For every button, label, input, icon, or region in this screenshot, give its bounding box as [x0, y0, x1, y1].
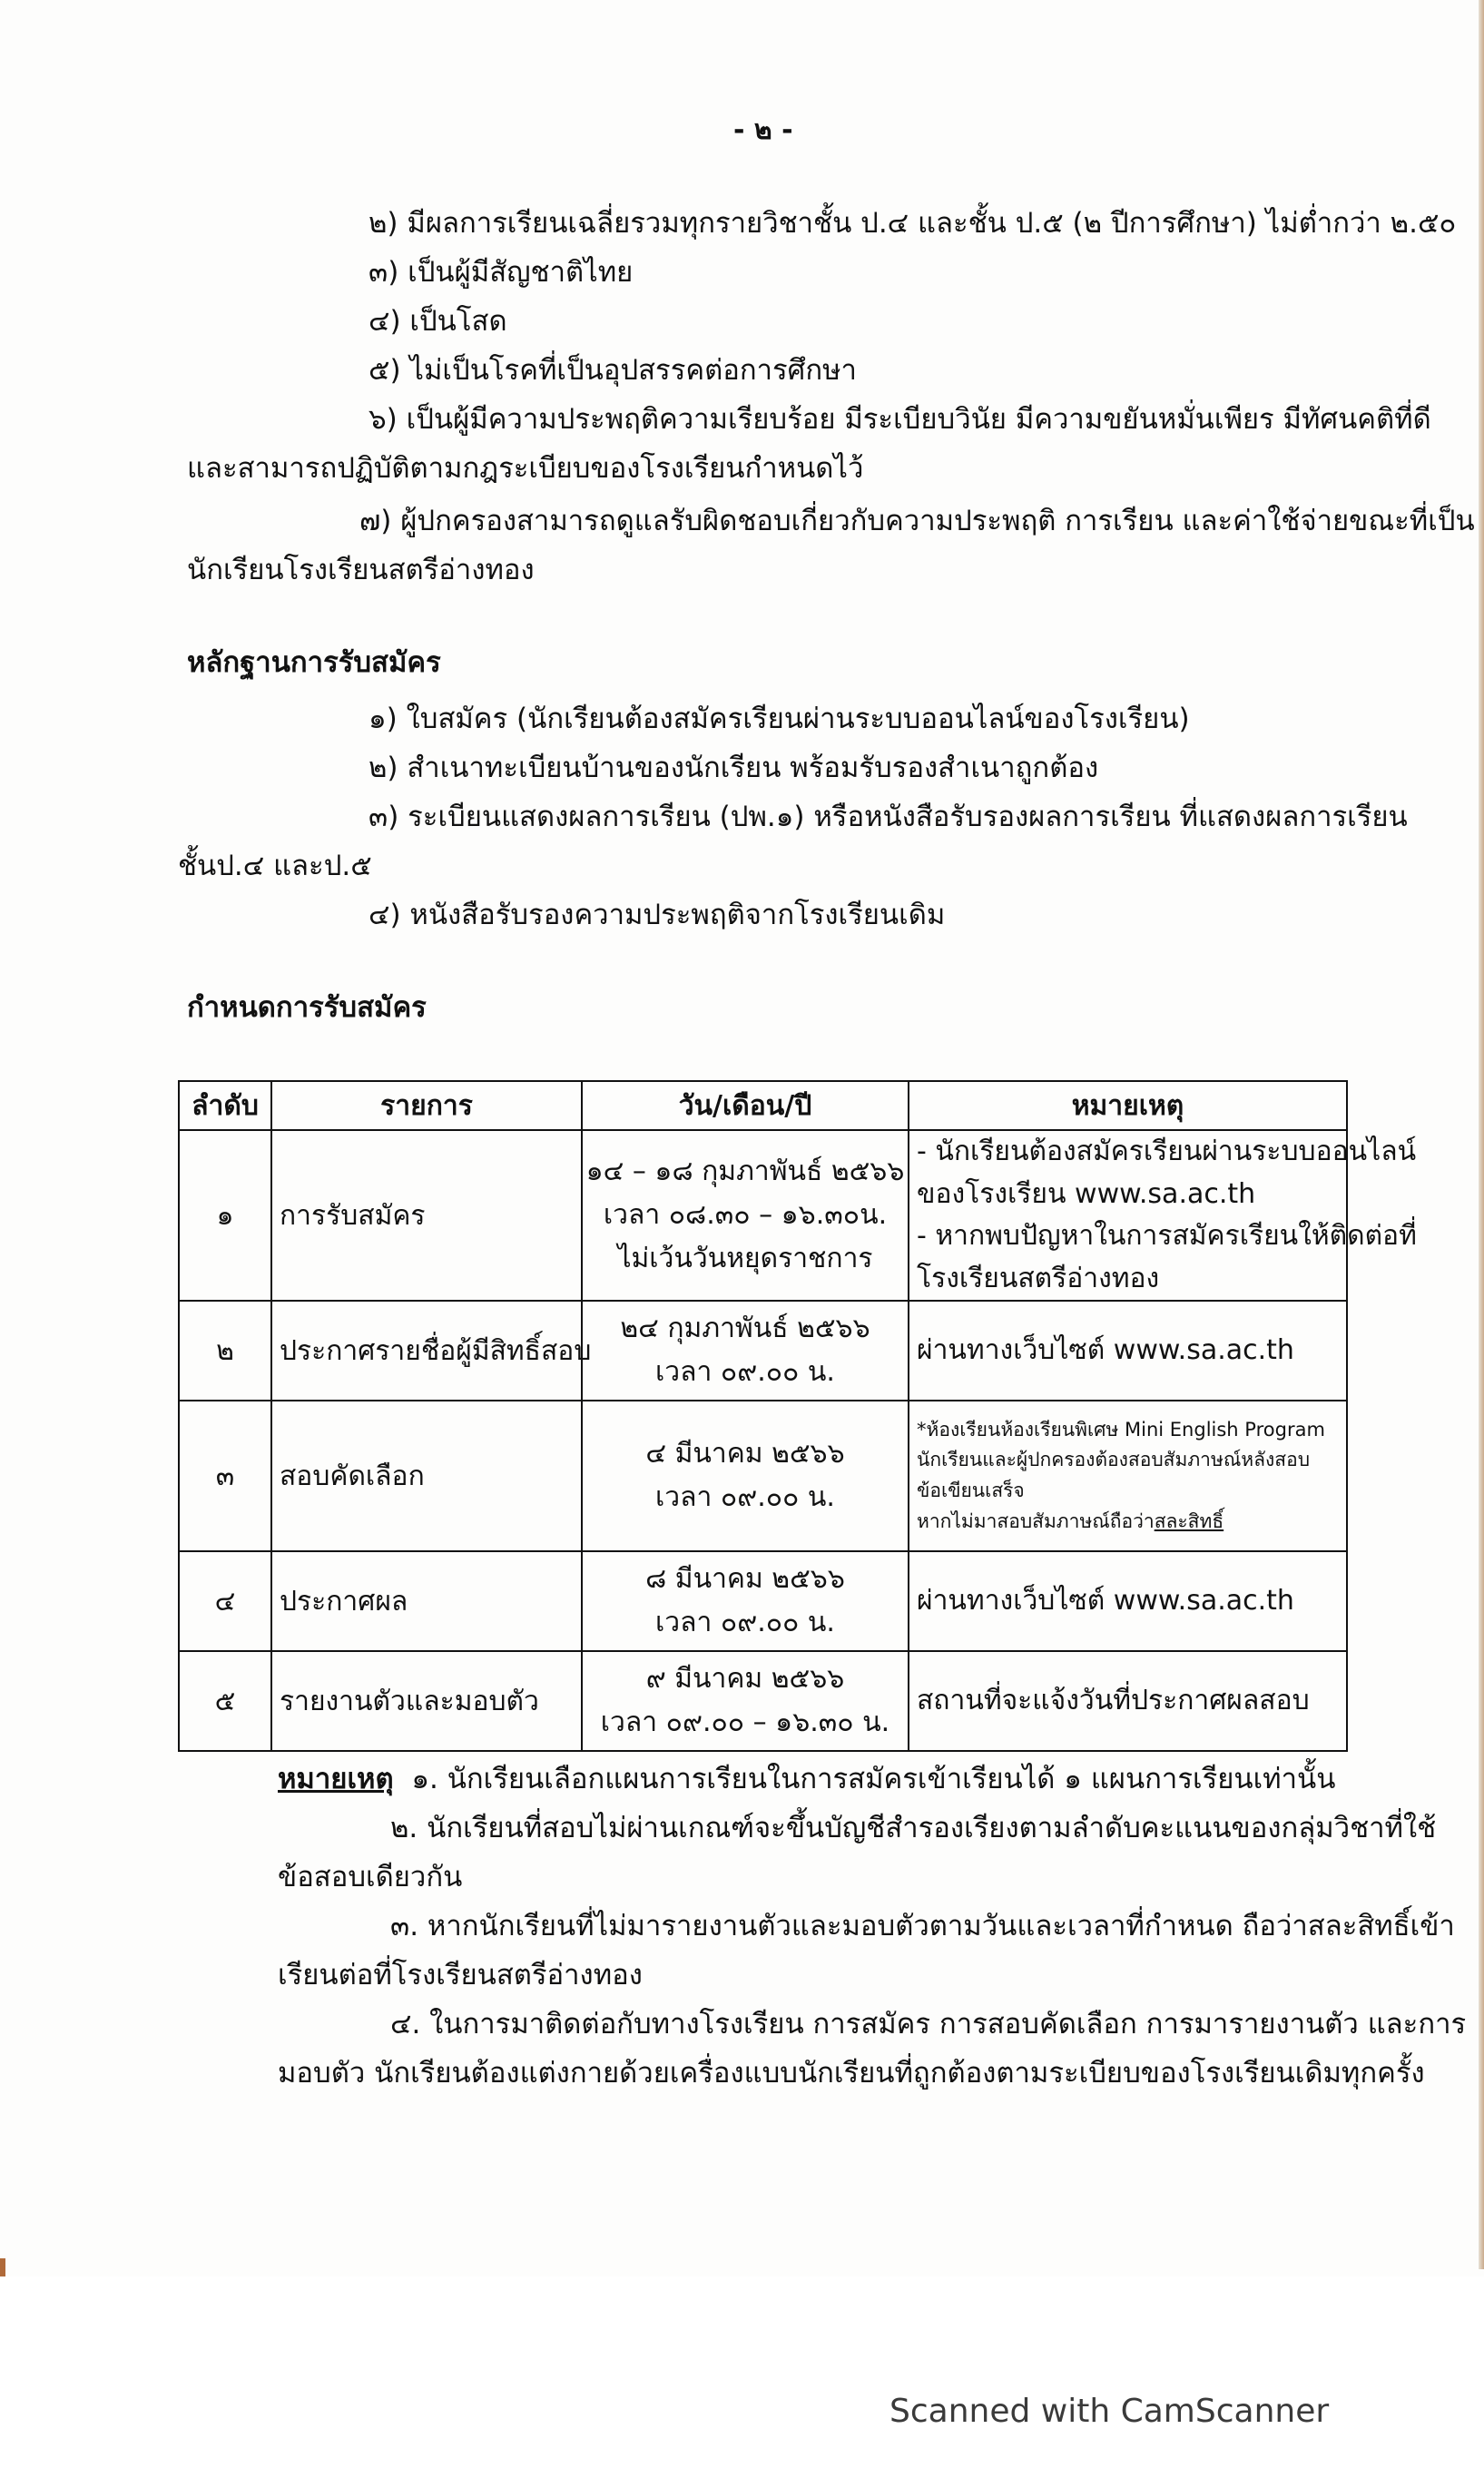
table-row	[179, 1551, 1347, 1651]
note-line: นักเรียนและผู้ปกครองต้องสอบสัมภาษณ์หลังสอบ	[917, 1449, 1311, 1471]
date-line: ๔ มีนาคม ๒๕๖๖	[645, 1438, 845, 1470]
row-note	[909, 1401, 1347, 1551]
schedule-heading: กำหนดการรับสมัคร	[187, 991, 427, 1024]
evidence-item-3-cont: ชั้นป.๔ และป.๕	[178, 850, 372, 882]
note-line: ผ่านทางเว็บไซต์ www.sa.ac.th	[917, 1584, 1294, 1617]
remark-1-text: ๑. นักเรียนเลือกแผนการเรียนในการสมัครเข้าเรียนได้ ๑ แผนการเรียนเท่านั้น	[411, 1763, 1336, 1795]
note-line: สถานที่จะแจ้งวันที่ประกาศผลสอบ	[917, 1684, 1310, 1716]
qualification-2: ๒) มีผลการเรียนเฉลี่ยรวมทุกรายวิชาชั้น ป.๔ และชั้น ป.๕ (๒ ปีการศึกษา) ไม่ต่ำกว่า ๒.๕๐	[369, 207, 1457, 240]
col-header-note: หมายเหตุ	[909, 1081, 1347, 1130]
row-item: รายงานตัวและมอบตัว	[271, 1651, 582, 1751]
note-prefix: หากไม่มาสอบสัมภาษณ์ถือว่า	[917, 1509, 1155, 1532]
qualification-6-cont: และสามารถปฏิบัติตามกฎระเบียบของโรงเรียนกำหนดไว้	[187, 452, 864, 485]
evidence-item-2: ๒) สำเนาทะเบียนบ้านของนักเรียน พร้อมรับรองสำเนาถูกต้อง	[369, 752, 1099, 784]
page-edge-shadow	[1479, 0, 1484, 2269]
table-row	[179, 1651, 1347, 1751]
row-note	[909, 1551, 1347, 1651]
col-header-date: วัน/เดือน/ปี	[582, 1081, 909, 1130]
note-forfeit: สละสิทธิ์	[1154, 1509, 1224, 1532]
note-line: ของโรงเรียน www.sa.ac.th	[917, 1177, 1256, 1210]
table-row	[179, 1301, 1347, 1401]
row-note	[909, 1130, 1417, 1301]
row-date	[582, 1651, 909, 1751]
remark-4: ๔. ในการมาติดต่อกับทางโรงเรียน การสมัคร การสอบคัดเลือก การมารายงานตัว และการ	[390, 2008, 1467, 2040]
row-number: ๕	[179, 1651, 271, 1751]
table-row	[179, 1130, 1347, 1301]
table-row	[179, 1401, 1347, 1551]
time-line: เวลา ๐๙.๐๐ น.	[655, 1607, 835, 1638]
row-item: ประกาศผล	[271, 1551, 582, 1651]
remark-2: ๒. นักเรียนที่สอบไม่ผ่านเกณฑ์จะขึ้นบัญชีสำรองเรียงตามลำดับคะแนนของกลุ่มวิชาที่ใช้	[390, 1812, 1437, 1844]
row-date	[582, 1551, 909, 1651]
date-line: ๘ มีนาคม ๒๕๖๖	[645, 1563, 845, 1595]
row-item: การรับสมัคร	[271, 1130, 582, 1301]
evidence-item-3: ๓) ระเบียนแสดงผลการเรียน (ปพ.๑) หรือหนังสือรับรองผลการเรียน ที่แสดงผลการเรียน	[369, 801, 1408, 833]
scan-bottom-margin	[0, 2276, 1484, 2478]
remark-3-cont: เรียนต่อที่โรงเรียนสตรีอ่างทอง	[278, 1959, 643, 1991]
evidence-item-4: ๔) หนังสือรับรองความประพฤติจากโรงเรียนเดิม	[369, 899, 946, 931]
row-date	[582, 1301, 909, 1401]
qualification-3: ๓) เป็นผู้มีสัญชาติไทย	[369, 256, 634, 289]
note-line	[917, 1507, 1346, 1538]
row-item: สอบคัดเลือก	[271, 1401, 582, 1551]
scan-edge-mark	[0, 2258, 5, 2278]
qualification-6: ๖) เป็นผู้มีความประพฤติความเรียบร้อย มีระเบียบวินัย มีความขยันหมั่นเพียร มีทัศนคติที่ดี	[369, 403, 1431, 436]
date-line: ๙ มีนาคม ๒๕๖๖	[645, 1663, 845, 1695]
note-line: - นักเรียนต้องสมัครเรียนผ่านระบบออนไลน์	[917, 1136, 1417, 1167]
remark-1	[278, 1763, 1335, 1796]
col-header-item: รายการ	[271, 1081, 582, 1130]
evidence-heading: หลักฐานการรับสมัคร	[187, 646, 441, 679]
col-header-order: ลำดับ	[179, 1081, 271, 1130]
page-number: - ๒ -	[733, 114, 793, 146]
row-number: ๒	[179, 1301, 271, 1401]
remark-3: ๓. หากนักเรียนที่ไม่มารายงานตัวและมอบตัวตามวันและเวลาที่กำหนด ถือว่าสละสิทธิ์เข้า	[390, 1910, 1455, 1942]
qualification-7: ๗) ผู้ปกครองสามารถดูแลรับผิดชอบเกี่ยวกับความประพฤติ การเรียน และค่าใช้จ่ายขณะที่เป็น	[359, 505, 1475, 537]
qualification-7-cont: นักเรียนโรงเรียนสตรีอ่างทอง	[187, 554, 535, 586]
remark-4-cont: มอบตัว นักเรียนต้องแต่งกายด้วยเครื่องแบบนักเรียนที่ถูกต้องตามระเบียบของโรงเรียนเดิมทุกครั้ง	[278, 2057, 1425, 2090]
row-date	[582, 1130, 909, 1301]
time-line: เวลา ๐๘.๓๐ – ๑๖.๓๐น.	[603, 1199, 888, 1231]
row-item: ประกาศรายชื่อผู้มีสิทธิ์สอบ	[271, 1301, 582, 1401]
time-line: เวลา ๐๙.๐๐ – ๑๖.๓๐ น.	[600, 1706, 890, 1738]
qualification-4: ๔) เป็นโสด	[369, 305, 507, 338]
time-line: เวลา ๐๙.๐๐ น.	[655, 1356, 835, 1388]
schedule-table	[178, 1080, 1417, 1752]
qualification-5: ๕) ไม่เป็นโรคที่เป็นอุปสรรคต่อการศึกษา	[369, 354, 857, 387]
date-line: ๑๔ – ๑๘ กุมภาพันธ์ ๒๕๖๖	[585, 1155, 905, 1187]
row-number: ๓	[179, 1401, 271, 1551]
row-number: ๑	[179, 1130, 271, 1301]
note-line: - หากพบปัญหาในการสมัครเรียนให้ติดต่อที่	[917, 1220, 1417, 1252]
row-note	[909, 1301, 1347, 1401]
note-line: ผ่านทางเว็บไซต์ www.sa.ac.th	[917, 1333, 1294, 1366]
note-line: ข้อเขียนเสร็จ	[917, 1480, 1025, 1501]
date-line: ๒๔ กุมภาพันธ์ ๒๕๖๖	[620, 1313, 870, 1344]
time-line: เวลา ๐๙.๐๐ น.	[655, 1481, 835, 1513]
table-header-row	[179, 1081, 1347, 1130]
remark-2-cont: ข้อสอบเดียวกัน	[278, 1861, 463, 1893]
note-line: *ห้องเรียนห้องเรียนพิเศษ Mini English Program	[917, 1418, 1325, 1441]
remarks-label: หมายเหตุ	[278, 1763, 394, 1795]
date-extra-line: ไม่เว้นวันหยุดราชการ	[617, 1243, 873, 1274]
row-date	[582, 1401, 909, 1551]
row-number: ๔	[179, 1551, 271, 1651]
row-note	[909, 1651, 1347, 1751]
note-line: โรงเรียนสตรีอ่างทอง	[917, 1262, 1160, 1294]
evidence-item-1: ๑) ใบสมัคร (นักเรียนต้องสมัครเรียนผ่านระบบออนไลน์ของโรงเรียน)	[369, 703, 1190, 735]
camscanner-watermark: Scanned with CamScanner	[889, 2393, 1330, 2430]
